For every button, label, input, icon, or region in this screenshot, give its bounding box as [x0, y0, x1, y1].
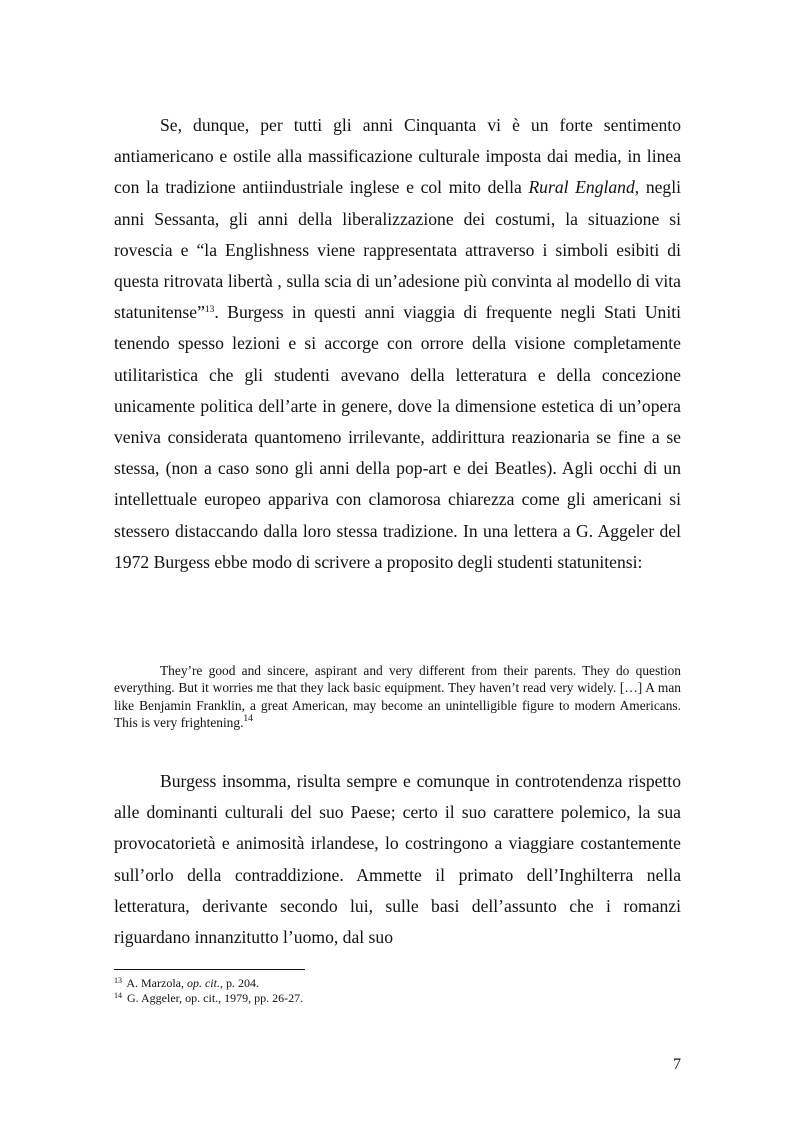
- page-number: 7: [673, 1056, 681, 1073]
- footnote-14-text: G. Aggeler, op. cit., 1979, pp. 26-27.: [124, 991, 304, 1005]
- body-paragraph-2: [114, 766, 681, 953]
- footnote-13-text-b: , p. 204.: [219, 976, 259, 990]
- footnote-13: [114, 976, 681, 991]
- footnote-14: [114, 991, 681, 1006]
- quote-text: They’re good and sincere, aspirant and very different from their parents. They do question everything. But it worries me that they lack basic equipment. They haven’t read very widely. […] A man like Benjamin Franklin, a great American, may become an unintelligible figure to modern Americans. This is very frightening.: [114, 663, 681, 730]
- body-paragraph-1: [114, 110, 681, 578]
- footnote-14-number: 14: [114, 991, 122, 1000]
- footnote-13-italic: op. cit.: [186, 976, 220, 990]
- footnote-ref-13[interactable]: 13: [204, 305, 215, 316]
- footnote-13-number: 13: [114, 976, 122, 985]
- block-quote: [114, 662, 681, 731]
- paragraph-1-italic-rural-england: Rural England: [528, 177, 635, 198]
- footnote-13-text-a: A. Marzola,: [124, 976, 187, 990]
- footnote-ref-14[interactable]: 14: [243, 713, 253, 724]
- paragraph-2-text: Burgess insomma, risulta sempre e comunque in controtendenza rispetto alle dominanti culturali del suo Paese; certo il suo carattere polemico, la sua provocatorietà e animosità irlandese, lo costringono a viaggiare costantemente sull’orlo della contraddizione. Ammette il primato dell’Inghilterra nella letteratura, derivante secondo lui, sulle basi dell’assunto che i romanzi riguardano innanzitutto l’uomo, dal suo: [114, 771, 681, 948]
- paragraph-1-text-a: Se, dunque, per tutti gli anni Cinquanta vi è un forte sentimento antiamericano e ostile alla massificazione culturale imposta dai media, in linea con la tradizione antiindustriale inglese e col mito della: [114, 115, 681, 198]
- footnotes: [114, 976, 681, 1006]
- paragraph-1-text-c: . Burgess in questi anni viaggia di frequente negli Stati Uniti tenendo spesso lezioni e si accorge con orrore della visione completamente utilitaristica che gli studenti avevano della letteratura e della concezione unicamente politica dell’arte in genere, dove la dimensione estetica di un’opera veniva considerata quantomeno irrilevante, addirittura reazionaria se fine a se stessa, (non a caso sono gli anni della pop-art e dei Beatles). Agli occhi di un intellettuale europeo appariva con clamorosa chiarezza come gli americani si stessero distaccando dalla loro stessa tradizione. In una lettera a G. Aggeler del 1972 Burgess ebbe modo di scrivere a proposito degli studenti statunitensi:: [114, 302, 681, 572]
- footnote-separator: [114, 969, 305, 970]
- paragraph-1-text-b: , negli anni Sessanta, gli anni della liberalizzazione dei costumi, la situazione si rovescia e “la Englishness viene rappresentata attraverso i simboli esibiti di questa ritrovata libertà , sulla scia di un’adesione più convinta al modello di vita statunitense”: [114, 177, 681, 323]
